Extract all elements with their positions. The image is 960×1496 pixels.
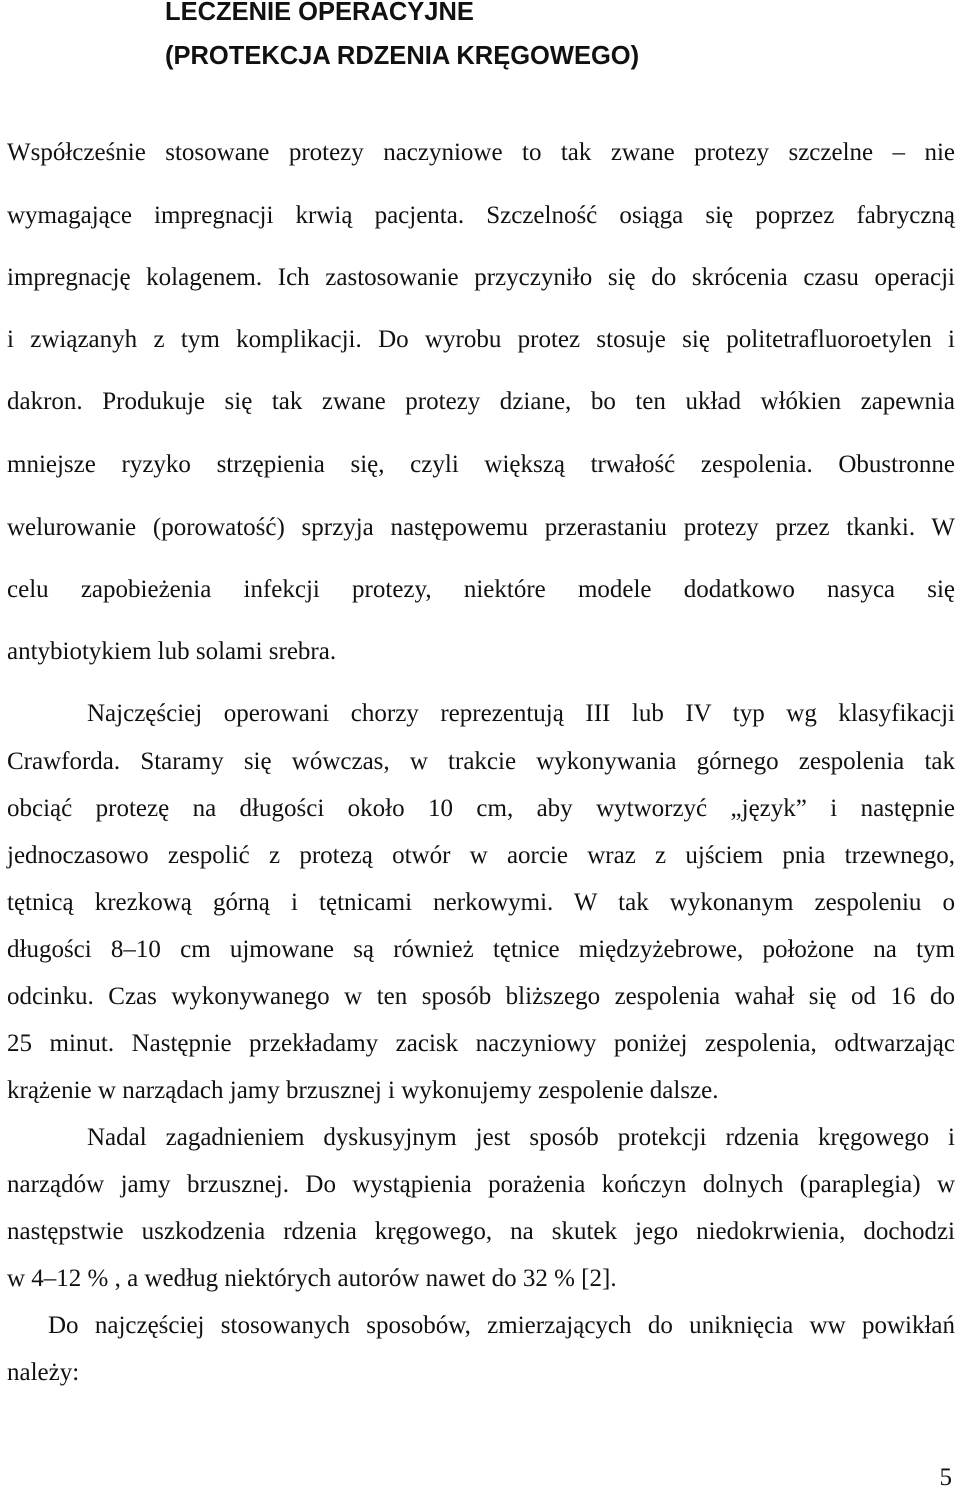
paragraph-2-line-6: długości 8–10 cm ujmowane są również tętnice międzyżebrowe, położone na tym <box>7 936 955 963</box>
paragraph-2-line-7: odcinku. Czas wykonywanego w ten sposób bliższego zespolenia wahał się od 16 do <box>7 983 955 1010</box>
page-number: 5 <box>939 1464 952 1491</box>
paragraph-2-line-5: tętnicą krezkową górną i tętnicami nerkowymi. W tak wykonanym zespoleniu o <box>7 889 955 916</box>
paragraph-1-line-2: wymagające impregnacji krwią pacjenta. Szczelność osiąga się poprzez fabryczną <box>7 202 955 229</box>
paragraph-3-line-2: narządów jamy brzusznej. Do wystąpienia porażenia kończyn dolnych (paraplegia) w <box>7 1171 955 1198</box>
paragraph-3-line-3: następstwie uszkodzenia rdzenia kręgowego, na skutek jego niedokrwienia, dochodzi <box>7 1218 955 1245</box>
paragraph-2-line-4: jednoczasowo zespolić z protezą otwór w aorcie wraz z ujściem pnia trzewnego, <box>7 842 955 869</box>
paragraph-1-line-6: mniejsze ryzyko strzępienia się, czyli większą trwałość zespolenia. Obustronne <box>7 451 955 478</box>
paragraph-4-line-2: należy: <box>7 1359 80 1386</box>
page-title-line-2: (PROTEKCJA RDZENIA KRĘGOWEGO) <box>165 42 640 70</box>
paragraph-1-line-9: antybiotykiem lub solami srebra. <box>7 638 337 665</box>
paragraph-3-line-1: Nadal zagadnieniem dyskusyjnym jest sposób protekcji rdzenia kręgowego i <box>87 1124 955 1151</box>
paragraph-2-line-2: Crawforda. Staramy się wówczas, w trakcie wykonywania górnego zespolenia tak <box>7 748 955 775</box>
paragraph-2-line-1: Najczęściej operowani chorzy reprezentują III lub IV typ wg klasyfikacji <box>87 700 955 727</box>
paragraph-1-line-5: dakron. Produkuje się tak zwane protezy dziane, bo ten układ włókien zapewnia <box>7 388 955 415</box>
paragraph-1-line-7: welurowanie (porowatość) sprzyja następowemu przerastaniu protezy przez tkanki. W <box>7 514 955 541</box>
paragraph-2-line-8: 25 minut. Następnie przekładamy zacisk naczyniowy poniżej zespolenia, odtwarzając <box>7 1030 955 1057</box>
paragraph-4-line-1: Do najczęściej stosowanych sposobów, zmierzających do uniknięcia ww powikłań <box>48 1312 955 1339</box>
paragraph-1-line-1: Współcześnie stosowane protezy naczyniowe to tak zwane protezy szczelne – nie <box>7 139 955 166</box>
paragraph-2-line-9: krążenie w narządach jamy brzusznej i wykonujemy zespolenie dalsze. <box>7 1077 719 1104</box>
paragraph-2-line-3: obciąć protezę na długości około 10 cm, aby wytworzyć „język” i następnie <box>7 795 955 822</box>
paragraph-1-line-8: celu zapobieżenia infekcji protezy, niektóre modele dodatkowo nasyca się <box>7 576 955 603</box>
paragraph-1-line-3: impregnację kolagenem. Ich zastosowanie przyczyniło się do skrócenia czasu operacji <box>7 264 955 291</box>
page-title-line-1: LECZENIE OPERACYJNE <box>165 0 474 26</box>
paragraph-3-line-4: w 4–12 % , a według niektórych autorów nawet do 32 % [2]. <box>7 1265 617 1292</box>
paragraph-1-line-4: i związanyh z tym komplikacji. Do wyrobu protez stosuje się politetrafluoroetylen i <box>7 326 955 353</box>
